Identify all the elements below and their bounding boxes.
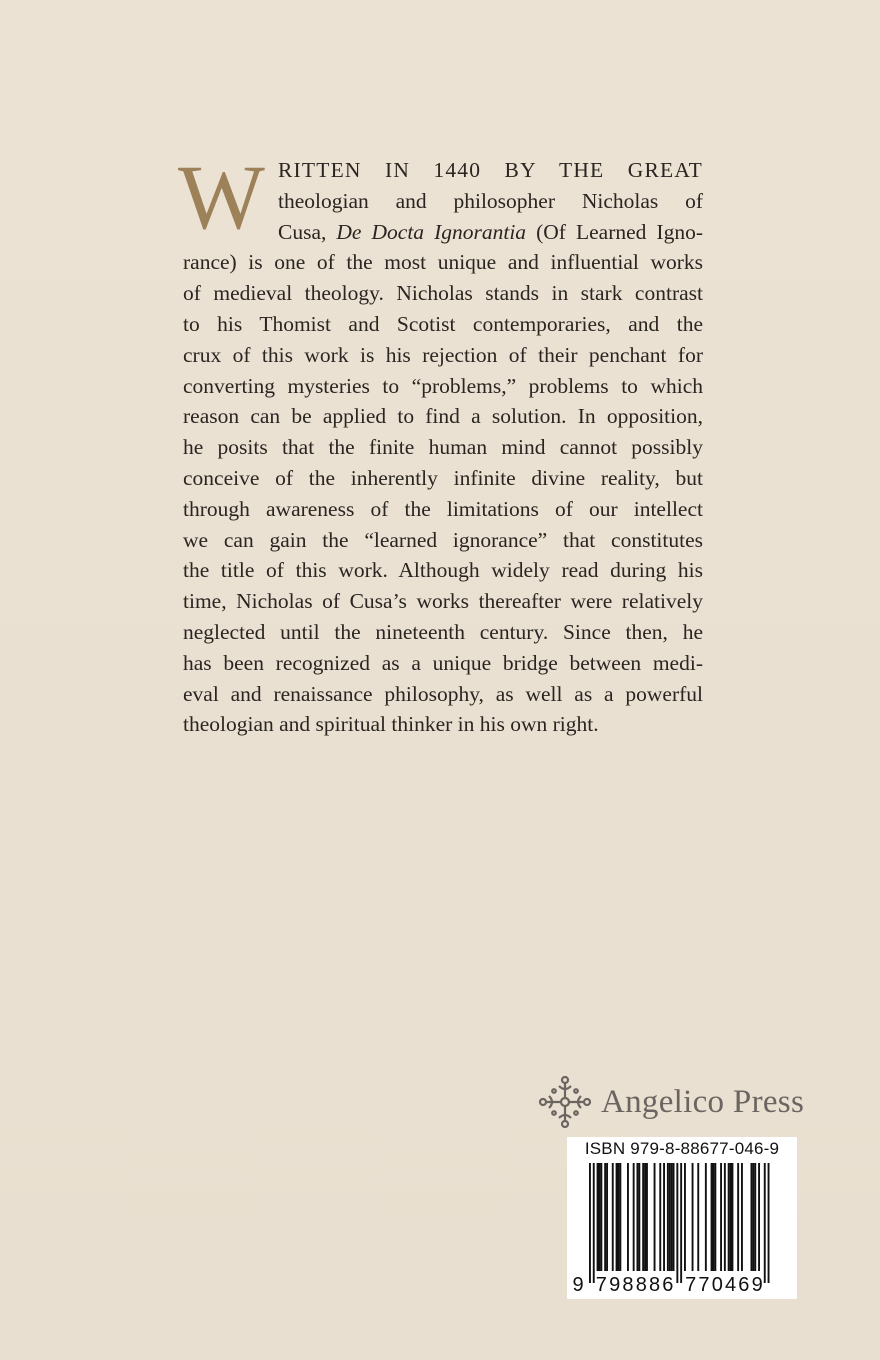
- barcode-digit: 8: [635, 1274, 647, 1296]
- barcode-bar: [684, 1163, 686, 1271]
- barcode-digit: 4: [724, 1274, 737, 1296]
- blurb-line: has been recognized as a unique bridge between medi-: [183, 650, 703, 675]
- barcode-bar: [752, 1163, 754, 1271]
- blurb-text: Cusa,: [278, 219, 337, 244]
- barcode-bar: [654, 1163, 656, 1271]
- cross-ornament-icon: [535, 1072, 595, 1132]
- barcode-bar: [637, 1163, 639, 1271]
- barcode-bar: [627, 1163, 629, 1271]
- barcode-bar: [646, 1163, 648, 1271]
- barcode-digit: 8: [622, 1274, 634, 1296]
- barcode-bar: [616, 1163, 618, 1271]
- blurb-line: reason can be applied to find a solution. In opposition,: [183, 404, 703, 429]
- blurb: [178, 146, 703, 740]
- barcode-digit: 9: [572, 1274, 584, 1296]
- barcode-bar: [713, 1163, 715, 1271]
- barcode-digit: 7: [685, 1274, 697, 1296]
- barcode-bar: [741, 1163, 743, 1271]
- blurb-line: rance) is one of the most unique and influential works: [183, 250, 703, 275]
- barcode-bar: [663, 1163, 665, 1271]
- barcode-digit: 7: [698, 1274, 710, 1296]
- barcode-bar: [589, 1163, 591, 1283]
- isbn-barcode: [567, 1137, 797, 1299]
- barcode-bar: [667, 1163, 669, 1271]
- blurb-line: conceive of the inherently infinite divine reality, but: [183, 465, 703, 490]
- blurb-line: converting mysteries to “problems,” problems to which: [183, 373, 703, 398]
- barcode-bar: [606, 1163, 608, 1271]
- barcode-bar: [633, 1163, 635, 1271]
- barcode-bar: [728, 1163, 730, 1271]
- barcode-bar: [692, 1163, 694, 1271]
- isbn-label: ISBN 979-8-88677-046-9: [584, 1139, 780, 1158]
- barcode-bar: [597, 1163, 599, 1271]
- barcode-bar: [599, 1163, 601, 1271]
- barcode-bar: [644, 1163, 646, 1271]
- blurb-line: of medieval theology. Nicholas stands in stark contrast: [183, 281, 703, 306]
- barcode-bar: [593, 1163, 595, 1283]
- barcode-bar: [732, 1163, 734, 1271]
- barcode-digit: 9: [609, 1274, 621, 1296]
- blurb-line: crux of this work is his rejection of their penchant for: [183, 342, 703, 367]
- blurb-line: we can gain the “learned ignorance” that constitutes: [183, 527, 703, 552]
- blurb-line: through awareness of the limitations of our intellect: [183, 496, 703, 521]
- blurb-line: theologian and spiritual thinker in his own right.: [183, 712, 599, 737]
- barcode-bar: [697, 1163, 699, 1271]
- barcode-bar: [612, 1163, 614, 1271]
- blurb-line: theologian and philosopher Nicholas of: [278, 188, 703, 213]
- blurb-line: eval and renaissance philosophy, as well as a powerful: [183, 681, 703, 706]
- blurb-line: time, Nicholas of Cusa’s works thereafter were relatively: [183, 589, 703, 614]
- barcode-bar: [671, 1163, 673, 1271]
- barcode-bar: [676, 1163, 678, 1283]
- blurb-line: RITTEN IN 1440 BY THE GREAT: [278, 158, 703, 182]
- barcode-bar: [764, 1163, 766, 1283]
- barcode-bar: [680, 1163, 682, 1283]
- barcode-bar: [642, 1163, 644, 1271]
- barcode-bar: [714, 1163, 716, 1271]
- barcode-bar: [724, 1163, 726, 1271]
- blurb-line: the title of this work. Although widely read during his: [183, 558, 703, 583]
- barcode-bar: [751, 1163, 753, 1271]
- barcode-bar: [737, 1163, 739, 1271]
- barcode-bar: [619, 1163, 621, 1271]
- book-title: De Docta Ignorantia: [336, 219, 527, 244]
- barcode-bar: [758, 1163, 760, 1271]
- publisher-mark: [535, 1072, 825, 1132]
- barcode-bar: [669, 1163, 671, 1271]
- barcode-bar: [600, 1163, 602, 1271]
- barcode-digit: 6: [738, 1274, 750, 1296]
- barcode-graphic: [567, 1137, 797, 1299]
- barcode-bar: [711, 1163, 713, 1271]
- barcode-digit: 6: [662, 1274, 674, 1296]
- barcode-bar: [705, 1163, 707, 1271]
- publisher-name: Angelico Press: [601, 1083, 805, 1120]
- barcode-bar: [754, 1163, 756, 1271]
- barcode-bar: [673, 1163, 675, 1271]
- blurb-line: neglected until the nineteenth century. Since then, he: [183, 619, 703, 644]
- barcode-bar: [618, 1163, 620, 1271]
- blurb-line: he posits that the finite human mind cannot possibly: [183, 435, 703, 460]
- barcode-bar: [730, 1163, 732, 1271]
- blurb-text: (Of Learned Igno-: [526, 219, 703, 244]
- barcode-bar: [638, 1163, 640, 1271]
- barcode-bar: [604, 1163, 606, 1271]
- drop-cap: W: [178, 146, 265, 248]
- barcode-bar: [768, 1163, 770, 1283]
- blurb-line: to his Thomist and Scotist contemporaries, and the: [183, 311, 703, 336]
- barcode-digit: 8: [648, 1274, 661, 1296]
- barcode-digit: 9: [751, 1274, 763, 1296]
- barcode-digit: 7: [595, 1274, 607, 1296]
- barcode-digit: 0: [711, 1274, 723, 1296]
- barcode-bar: [720, 1163, 722, 1271]
- barcode-bar: [659, 1163, 661, 1271]
